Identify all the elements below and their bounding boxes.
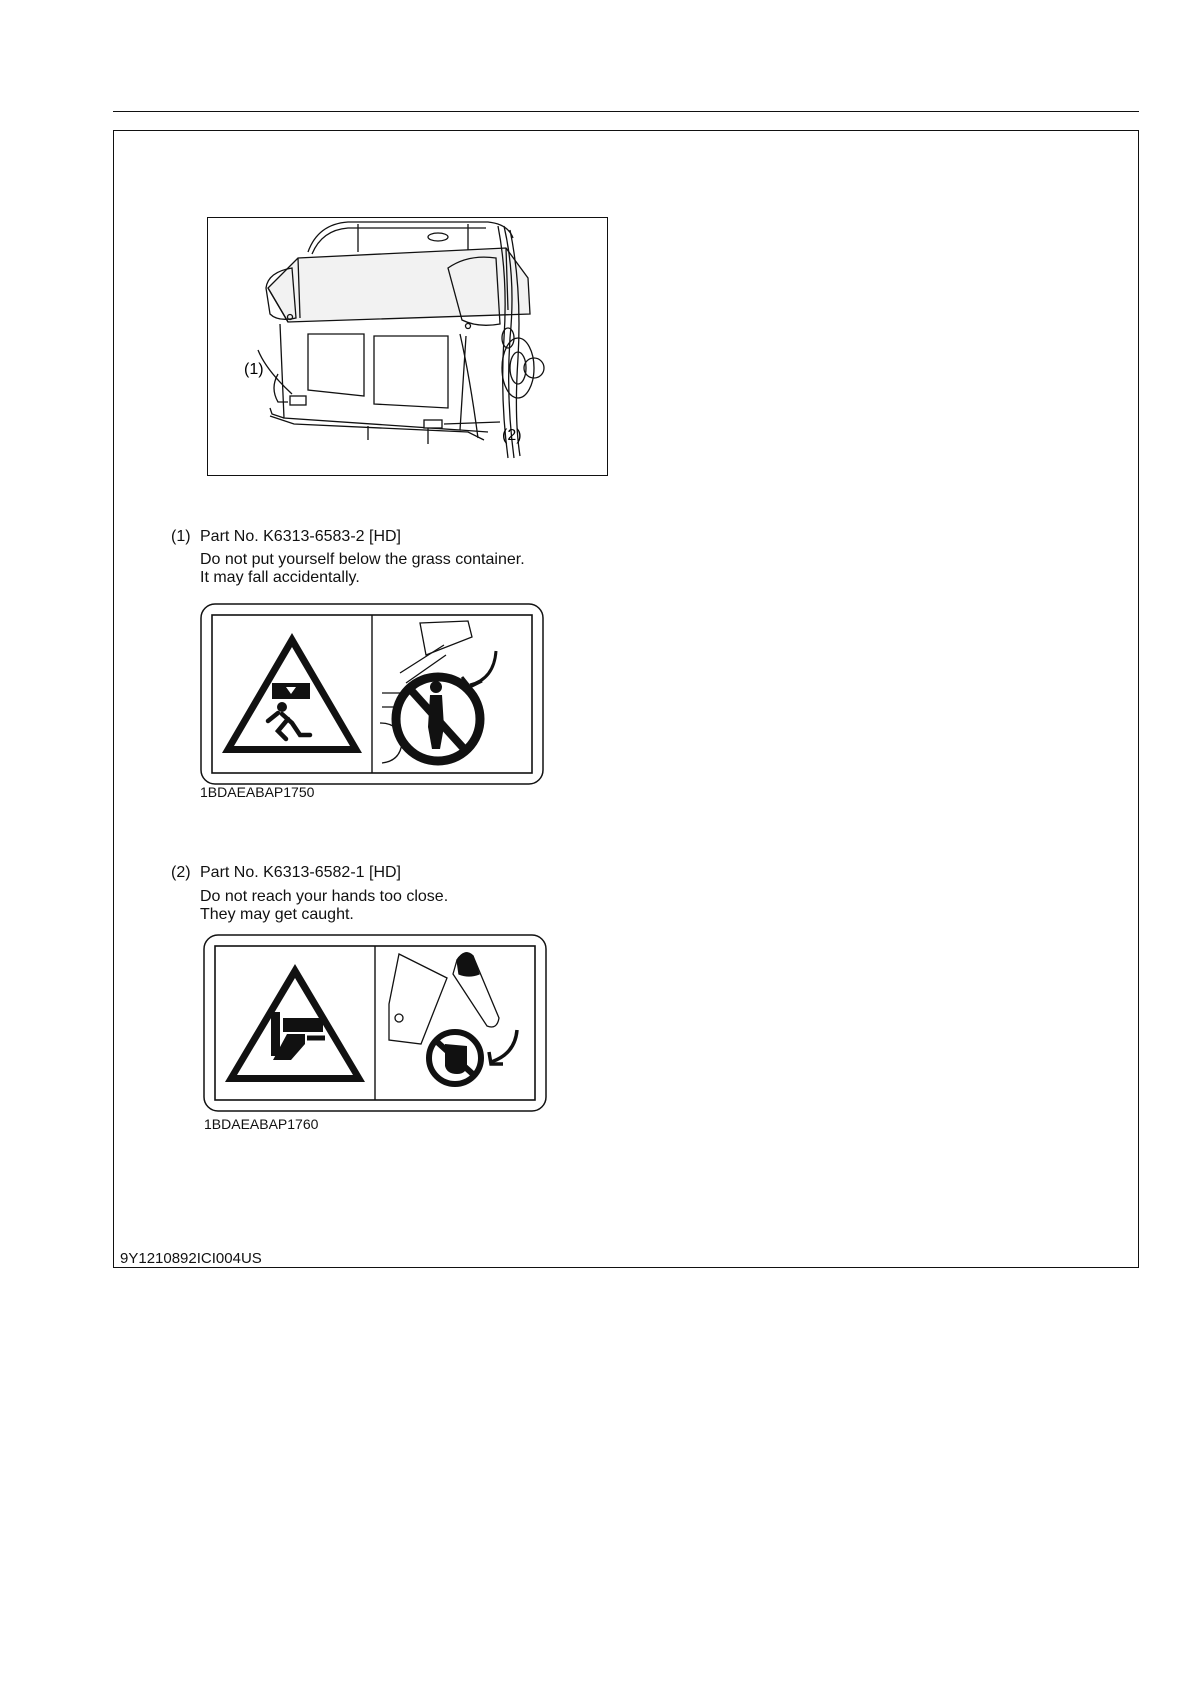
item-1-description-line-2: It may fall accidentally.: [200, 569, 360, 586]
callout-1-label: (1): [244, 361, 264, 378]
item-1-number: (1): [171, 528, 191, 545]
decal-2-hand-pinch-hazard: [203, 934, 547, 1112]
document-code: 9Y1210892ICI004US: [120, 1250, 262, 1267]
item-2-image-code: 1BDAEABAP1760: [204, 1116, 319, 1132]
decal-1-crush-hazard: [200, 603, 544, 785]
item-1-description-line-1: Do not put yourself below the grass container.: [200, 551, 525, 568]
header-rule: [113, 111, 1139, 112]
grass-container-illustration: [207, 217, 608, 476]
item-1-part-number: Part No. K6313-6583-2 [HD]: [200, 528, 401, 545]
item-2-description-line-2: They may get caught.: [200, 906, 354, 923]
callout-2-label: (2): [502, 427, 522, 444]
item-2-description-line-1: Do not reach your hands too close.: [200, 888, 449, 905]
item-1-image-code: 1BDAEABAP1750: [200, 784, 315, 800]
item-2-number: (2): [171, 864, 191, 881]
grass-container-drawing: [208, 218, 607, 475]
item-2-part-number: Part No. K6313-6582-1 [HD]: [200, 864, 401, 881]
